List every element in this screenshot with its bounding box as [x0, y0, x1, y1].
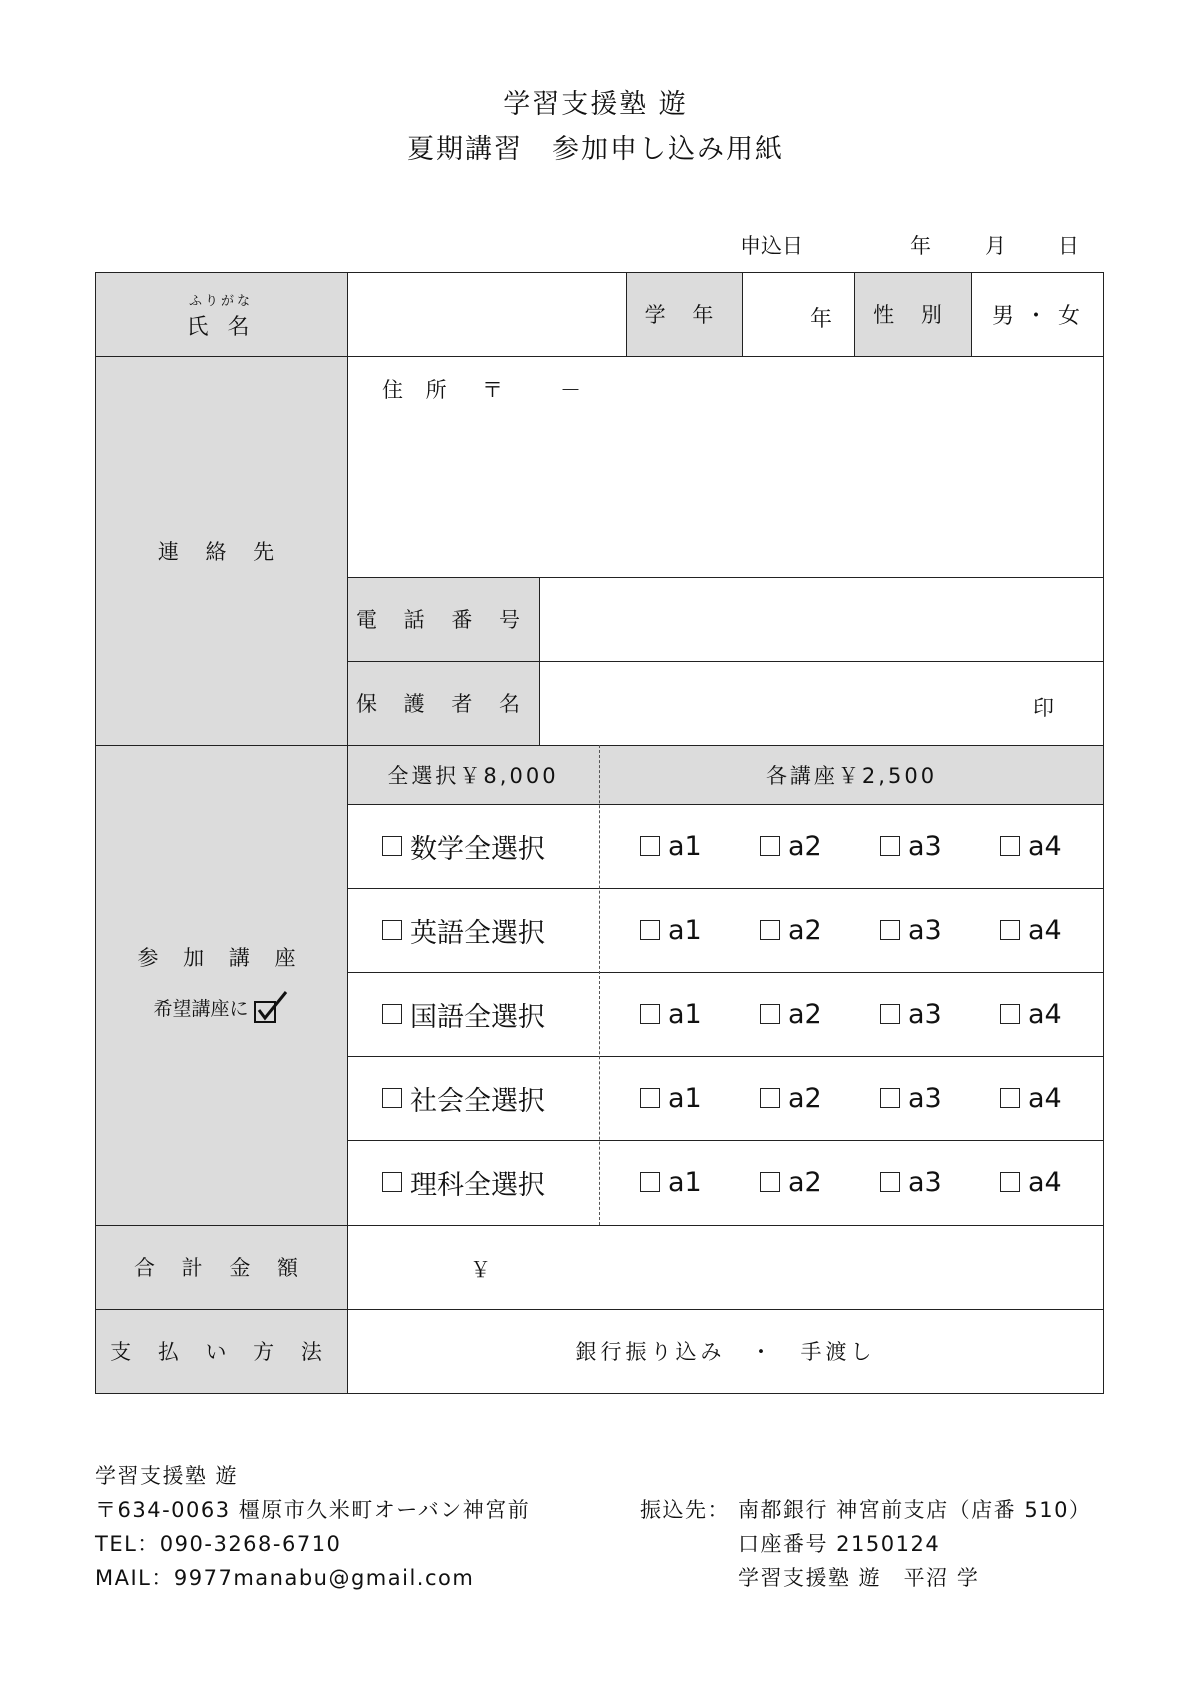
checkbox-icon[interactable]: [382, 836, 402, 856]
checkbox-icon[interactable]: [880, 1004, 900, 1024]
border-line: [347, 272, 348, 1393]
course-all-checkbox[interactable]: [382, 804, 545, 888]
checkbox-icon[interactable]: [382, 1172, 402, 1192]
gender-label: 性 別: [873, 303, 952, 327]
border-line: [95, 1393, 1104, 1394]
dashed-divider: [599, 745, 600, 1225]
course-option-label: a2: [788, 830, 822, 862]
course-all-label: 理科全選択: [410, 1169, 545, 1201]
checkbox-icon[interactable]: [880, 920, 900, 940]
course-all-checkbox[interactable]: [382, 972, 545, 1056]
border-line: [742, 272, 743, 356]
yen-mark: ￥: [470, 1258, 491, 1282]
course-option-checkbox[interactable]: [640, 804, 702, 888]
checkbox-icon[interactable]: [1000, 920, 1020, 940]
course-option-checkbox[interactable]: [1000, 804, 1062, 888]
grade-label: 学 年: [644, 303, 724, 327]
course-option-label: a2: [788, 998, 822, 1030]
guardian-field[interactable]: [542, 664, 1100, 742]
checkbox-icon[interactable]: [760, 920, 780, 940]
footer-bank-label: 振込先：: [640, 1498, 730, 1522]
course-option-checkbox[interactable]: [640, 972, 702, 1056]
checkbox-icon[interactable]: [382, 1004, 402, 1024]
checkbox-icon[interactable]: [640, 1004, 660, 1024]
course-option-label: a1: [668, 1166, 702, 1198]
payment-choice[interactable]: 銀行振り込み ・ 手渡し: [575, 1340, 876, 1364]
checkbox-icon[interactable]: [880, 1172, 900, 1192]
course-option-checkbox[interactable]: [640, 1056, 702, 1140]
gender-choice[interactable]: 男 ・ 女: [992, 303, 1082, 329]
course-all-label: 社会全選択: [410, 1085, 545, 1117]
phone-label: 電 話 番 号: [355, 608, 531, 632]
checkbox-icon[interactable]: [640, 1172, 660, 1192]
checkbox-icon[interactable]: [760, 1172, 780, 1192]
course-option-checkbox[interactable]: [1000, 888, 1062, 972]
footer-mail: MAIL：9977manabu@gmail.com: [95, 1566, 475, 1590]
course-option-checkbox[interactable]: [1000, 1056, 1062, 1140]
border-line: [1103, 272, 1104, 1393]
checkbox-icon[interactable]: [760, 1088, 780, 1108]
course-option-checkbox[interactable]: [880, 972, 942, 1056]
course-option-label: a3: [908, 1082, 942, 1114]
course-option-label: a2: [788, 1082, 822, 1114]
checkbox-icon[interactable]: [382, 920, 402, 940]
address-field[interactable]: [350, 360, 1100, 574]
name-ruby: ふりがな: [188, 294, 253, 309]
payment-label: 支 払 い 方 法: [110, 1340, 332, 1364]
checkbox-icon[interactable]: [640, 1088, 660, 1108]
course-all-label: 数学全選択: [410, 833, 545, 865]
date-day[interactable]: 日: [1058, 234, 1079, 258]
checkbox-icon[interactable]: [880, 836, 900, 856]
course-option-checkbox[interactable]: [760, 972, 822, 1056]
course-option-label: a1: [668, 1082, 702, 1114]
courses-label: 参 加 講 座: [137, 946, 305, 970]
checkbox-icon[interactable]: [1000, 1088, 1020, 1108]
course-option-checkbox[interactable]: [640, 1140, 702, 1224]
each-price-header: 各講座￥2,500: [765, 763, 938, 788]
course-option-checkbox[interactable]: [640, 888, 702, 972]
course-all-label: 英語全選択: [410, 917, 545, 949]
course-all-checkbox[interactable]: [382, 1056, 545, 1140]
course-option-label: a2: [788, 914, 822, 946]
border-line: [539, 577, 540, 745]
date-year[interactable]: 年: [910, 234, 931, 258]
checkbox-icon[interactable]: [760, 1004, 780, 1024]
course-option-label: a1: [668, 914, 702, 946]
form-title: 夏期講習 参加申し込み用紙: [407, 134, 784, 165]
date-label: 申込日: [740, 234, 803, 258]
courses-hint-text: 希望講座に: [153, 997, 249, 1020]
checkbox-icon[interactable]: [1000, 1172, 1020, 1192]
address-label: 住 所: [382, 378, 455, 402]
course-option-checkbox[interactable]: [1000, 972, 1062, 1056]
all-price-header: 全選択￥8,000: [387, 763, 559, 788]
checkbox-icon[interactable]: [880, 1088, 900, 1108]
course-option-label: a4: [1028, 914, 1062, 946]
checkbox-icon[interactable]: [640, 920, 660, 940]
course-all-checkbox[interactable]: [382, 888, 545, 972]
checkbox-icon[interactable]: [760, 836, 780, 856]
course-option-label: a1: [668, 830, 702, 862]
course-option-label: a4: [1028, 998, 1062, 1030]
course-option-checkbox[interactable]: [880, 1140, 942, 1224]
course-option-checkbox[interactable]: [880, 1056, 942, 1140]
total-label: 合 計 金 額: [133, 1256, 309, 1280]
grade-unit[interactable]: 年: [810, 307, 833, 332]
course-option-checkbox[interactable]: [1000, 1140, 1062, 1224]
school-title: 学習支援塾 遊: [503, 89, 688, 120]
course-option-checkbox[interactable]: [760, 1056, 822, 1140]
footer-school: 学習支援塾 遊: [95, 1464, 239, 1488]
footer-tel: TEL：090-3268-6710: [95, 1532, 342, 1556]
course-option-checkbox[interactable]: [880, 888, 942, 972]
course-option-label: a1: [668, 998, 702, 1030]
footer-account: 口座番号 2150124: [738, 1532, 941, 1556]
name-label: 氏 名: [186, 315, 256, 340]
checkbox-icon[interactable]: [640, 836, 660, 856]
course-option-label: a3: [908, 914, 942, 946]
checkbox-icon[interactable]: [1000, 836, 1020, 856]
course-option-label: a3: [908, 830, 942, 862]
course-option-label: a3: [908, 1166, 942, 1198]
course-all-checkbox[interactable]: [382, 1140, 545, 1224]
course-all-label: 国語全選択: [410, 1001, 545, 1033]
footer-address: 〒634-0063 橿原市久米町オーバン神宮前: [95, 1498, 531, 1522]
checkmark-icon: [253, 990, 289, 1024]
checkbox-icon[interactable]: [1000, 1004, 1020, 1024]
checkbox-icon[interactable]: [382, 1088, 402, 1108]
course-option-label: a3: [908, 998, 942, 1030]
seal-mark: 印: [1033, 696, 1054, 720]
course-option-label: a4: [1028, 1082, 1062, 1114]
course-option-checkbox[interactable]: [760, 1140, 822, 1224]
date-month[interactable]: 月: [985, 234, 1006, 258]
course-option-checkbox[interactable]: [880, 804, 942, 888]
course-option-label: a4: [1028, 830, 1062, 862]
footer-holder: 学習支援塾 遊 平沼 学: [738, 1566, 980, 1590]
postal-mark: 〒: [482, 378, 503, 402]
courses-hint: [95, 990, 347, 1024]
name-field[interactable]: [350, 275, 622, 353]
guardian-label: 保 護 者 名: [355, 692, 531, 716]
phone-field[interactable]: [542, 580, 1100, 658]
total-field[interactable]: [350, 1228, 1100, 1306]
course-option-checkbox[interactable]: [760, 804, 822, 888]
course-option-checkbox[interactable]: [760, 888, 822, 972]
footer-bank: 南都銀行 神宮前支店（店番 510）: [738, 1498, 1092, 1522]
course-option-label: a2: [788, 1166, 822, 1198]
postal-dash: －: [560, 378, 581, 402]
contact-label: 連 絡 先: [157, 539, 285, 564]
course-option-label: a4: [1028, 1166, 1062, 1198]
